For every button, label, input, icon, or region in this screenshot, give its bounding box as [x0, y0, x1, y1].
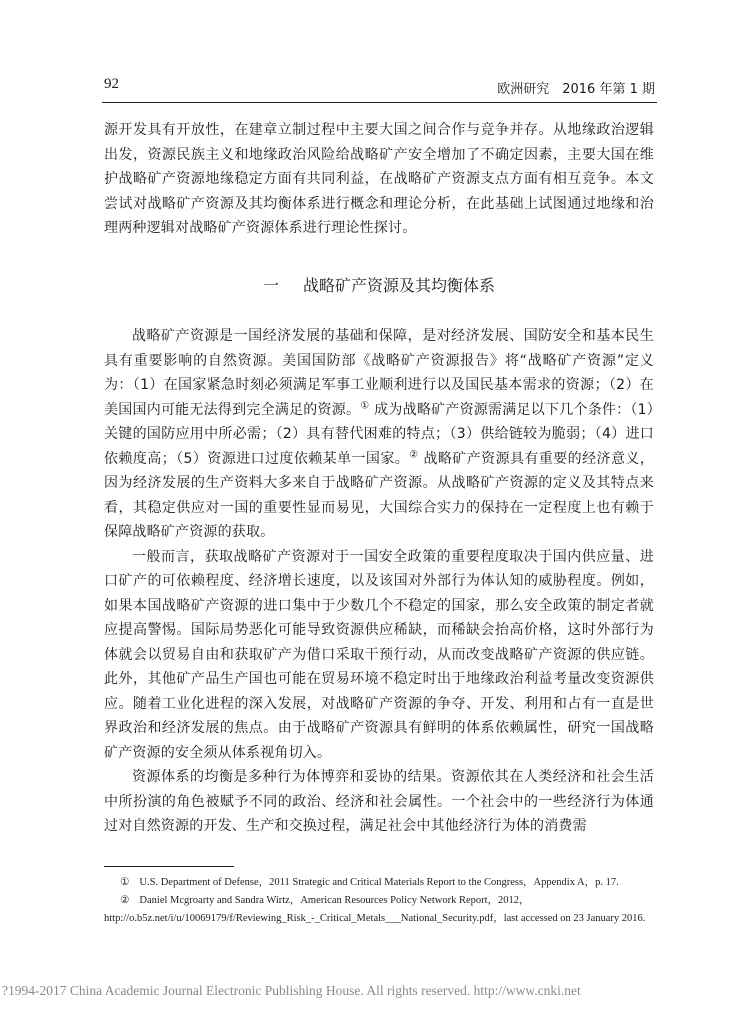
footnotes — [104, 874, 656, 928]
journal-header: 欧洲研究 2016 年第 1 期 — [497, 82, 655, 97]
section-number: 一 — [262, 276, 279, 295]
paragraph-definition-text-a: 战略矿产资源是一国经济发展的基础和保障，是对经济发展、国防安全和基本民生具有重要影响的自然资源。美国国防部《战略矿产资源报告》将“战略矿产资源”定义为：（1）在国家紧急时刻必须满足军事工业顺利进行以及国民基本需求的资源；（2）在美国国内可能无法得到完全满足的资源。 — [104, 328, 654, 418]
section-heading — [104, 273, 654, 296]
footnote-rule — [104, 866, 234, 867]
paragraph-definition-text-c: 战略矿产资源具有重要的经济意义，因为经济发展的生产资料大多来自于战略矿产资源。从战略矿产资源的定义及其特点来看，其稳定供应对一国的重要性显而易见，大国综合实力的保持在一定程度上也有赖于保障战略矿产资源的获取。 — [104, 450, 654, 540]
footnote-ref-2[interactable]: ② — [409, 448, 419, 460]
paragraph-resource-system: 资源体系的均衡是多种行为体博弈和妥协的结果。资源依其在人类经济和社会生活中所扮演的角色被赋予不同的政治、经济和社会属性。一个社会中的一些经济行为体通过对自然资源的开发、生产和交换过程，满足社会中其他经济行为体的消费需 — [104, 769, 654, 834]
paragraph-definition — [104, 324, 654, 545]
footnote-1 — [104, 874, 656, 892]
footnote-2 — [104, 892, 656, 928]
footnote-1-mark: ① — [120, 877, 130, 888]
main-body — [104, 324, 654, 839]
section-title: 战略矿产资源及其均衡体系 — [303, 276, 496, 295]
copyright-line: ?1994-2017 China Academic Journal Electronic Publishing House. All rights reserved. http://www.cnki.net — [2, 983, 581, 998]
intro-paragraph: 源开发具有开放性，在建章立制过程中主要大国之间合作与竞争并存。从地缘政治逻辑出发，资源民族主义和地缘政治风险给战略矿产安全增加了不确定因素，主要大国在维护战略矿产资源地缘稳定方面有共同利益，在战略矿产资源支点方面有相互竞争。本文尝试对战略矿产资源及其均衡体系进行概念和理论分析，在此基础上试图通过地缘和治理两种逻辑对战略矿产资源体系进行理论性探讨。 — [104, 122, 654, 236]
page-number: 92 — [104, 76, 119, 92]
footnote-2-mark: ② — [120, 895, 130, 906]
paragraph-definition-text-b: 成为战略矿产资源需满足以下几个条件：（1）关键的国防应用中所必需；（2）具有替代困难的特点；（3）供给链较为脆弱；（4）进口依赖度高；（5）资源进口过度依赖某单一国家。 — [104, 401, 654, 467]
header-rule — [102, 102, 657, 103]
footnote-2-text: Daniel Mcgroarty and Sandra Wirtz，American Resources Policy Network Report，2012，http://o.b5z.net/i/u/10069179/f/Reviewing_Risk_-_Critical_Metals___National_Security.pdf，last accessed on 23 January 2016. — [104, 895, 646, 924]
footnote-1-text: U.S. Department of Defense，2011 Strategic and Critical Materials Report to the Congress，Appendix A，p. 17. — [139, 877, 619, 888]
intro-paragraph-block — [104, 118, 654, 241]
footnote-ref-1[interactable]: ① — [360, 399, 370, 411]
paragraph-security-policy: 一般而言，获取战略矿产资源对于一国安全政策的重要程度取决于国内供应量、进口矿产的可依赖程度、经济增长速度，以及该国对外部行为体认知的威胁程度。例如，如果本国战略矿产资源的进口集中于少数几个不稳定的国家，那么安全政策的制定者就应提高警惕。国际局势恶化可能导致资源供应稀缺，而稀缺会抬高价格，这时外部行为体就会以贸易自由和获取矿产为借口采取干预行动，从而改变战略矿产资源的供应链。此外，其他矿产品生产国也可能在贸易环境不稳定时出于地缘政治利益考量改变资源供应。随着工业化进程的深入发展，对战略矿产资源的争夺、开发、利用和占有一直是世界政治和经济发展的焦点。由于战略矿产资源具有鲜明的体系依赖属性，研究一国战略矿产资源的安全须从体系视角切入。 — [104, 548, 654, 761]
